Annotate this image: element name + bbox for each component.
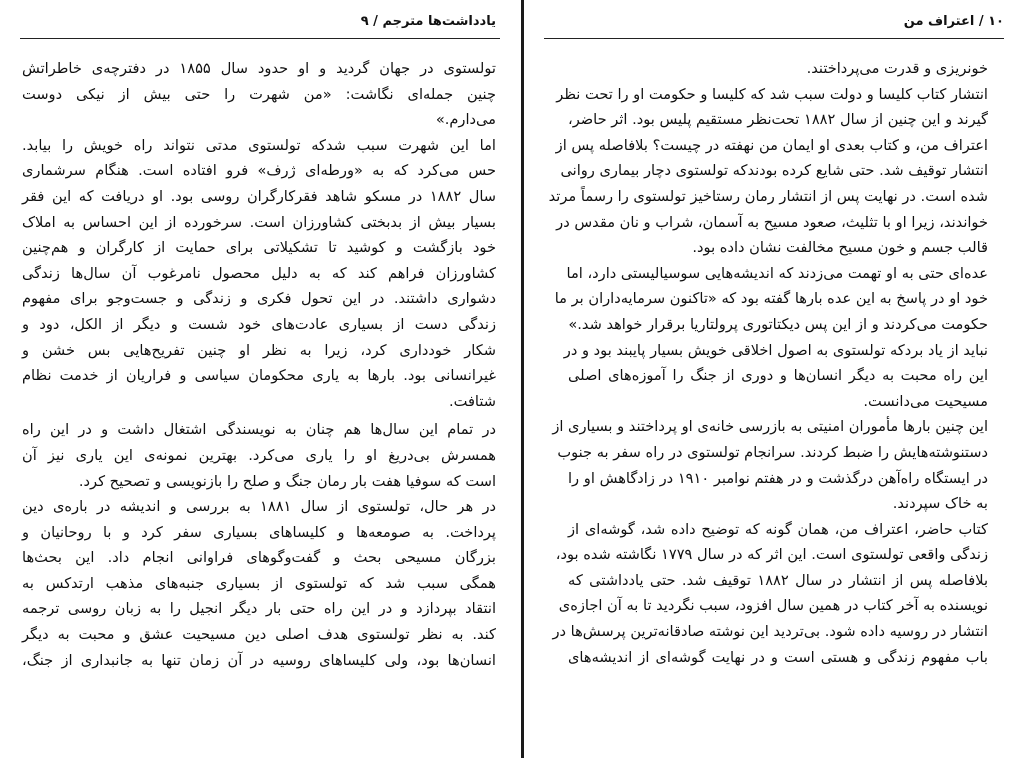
text-line: دشواری داشتند. در این تحول فکری و زندگی و جست‌وجو برای مفهوم [22,290,496,308]
text-line: عده‌ای حتی به او تهمت می‌زدند که اندیشه‌هایی سوسیالیستی دارد، اما [566,264,988,282]
page-number: ۱۰ [988,14,1004,29]
text-line: دستنوشته‌هایش را ضبط کردند. سرانجام تولستوی در راه سفر به جنوب [557,443,988,461]
text-line: حس می‌کرد که به «ورطه‌ای ژرف» فرو افتاده است. هنگام سرشماری [22,162,496,180]
text-line: اما این شهرت سبب شدکه تولستوی مدتی نتواند راه خویش را بیابد. [22,136,496,154]
text-line: سال ۱۸۸۲ در مسکو شاهد فقرکارگران روسی بود. او دریافت که این فقر [22,187,497,205]
text-line: می‌دارم.» [435,111,496,129]
header-separator: / [974,14,984,29]
page-number: ۹ [360,14,369,29]
text-line: کتاب حاضر، اعتراف من، همان گونه که توضیح داده شد، گوشه‌ای از [568,520,988,538]
text-line: انتشار در روسیه داده شود. بی‌تردید این نوشته صادقانه‌ترین پرسش‌ها در [552,623,988,641]
header-rule [20,38,500,39]
text-line: خود او در پاسخ به این عده بارها گفته بود که «تاکنون سرمایه‌داران بر ما [554,290,988,308]
text-line: در هر حال، تولستوی از سال ۱۸۸۱ به بررسی و اندیشه در باره‌ی دین [22,498,496,516]
text-line: خونریزی و قدرت می‌پرداختند. [806,60,988,77]
text-line: زندگی واقعی تولستوی است. این اثر که در سال ۱۷۷۹ نگاشته شده بود، [555,546,988,564]
text-line: این راه محبت به دیگر انسان‌ها و دوری از جنگ را آموزه‌های اصلی [568,367,988,385]
header-rule [544,38,1004,39]
text-line: انتشار کتاب کلیسا و دولت سبب شد که کلیسا و حکومت او را تحت نظر [556,85,988,103]
text-line: انسان‌ها بود، ولی کلیساهای روسیه در آن زمان تنها به جانبداری از جنگ، [22,651,496,669]
text-line: زندگی دست از بسیاری عادت‌های خود شست و دیگر از الکل، دود و [22,315,496,333]
text-line: قالب جسم و خون مسیح مخالفت نشان داده بود. [692,239,988,257]
text-line: خود بازگشت و کوشید تا تشکیلاتی برای حمایت از کارگران و هم‌چنین [22,239,496,257]
text-line: کند. به نظر تولستوی هدف اصلی دین مسیحیت عشق و محبت به دیگر [22,626,496,644]
text-line: حکومت می‌کردند و از این پس دیکتاتوری پرولتاریا برقرار خواهد شد.» [568,315,988,333]
text-line: انتشار توقیف شد. حتی شایع کرده بودندکه تولستوی دچار بیماری روانی [560,162,988,180]
text-line: بزرگان مسیحی بحث و گفت‌وگوهای فراوانی انجام داد. این بحث‌ها [22,549,496,567]
text-line: کشاورزان فراهم کند که به دلیل محصول نامرغوب آن سال‌ها زندگی [22,264,496,282]
text-line: شده است. در نهایت پس از انتشار رمان رستاخیز تولستوی را رسماً مرتد [548,187,988,205]
text-line: انتقاد بپردازد و در این راه حتی بار دیگر انجیل را به زبان روسی ترجمه [22,600,496,618]
text-line: همگی سبب شد که تولستوی از بسیاری جنبه‌های مذهب ارتدکس به [22,574,496,592]
running-header [361,14,496,29]
text-line: خواندند، زیرا او با تثلیث، صعود مسیح به آسمان، شراب و نان مقدس در [556,213,988,231]
text-line: در ایستگاه راه‌آهن درگذشت و در هفتم نوامبر ۱۹۱۰ در زادگاهش او را [568,469,989,487]
body-text [22,56,496,673]
text-line: است که سوفیا هفت بار رمان جنگ و صلح را بازنویسی و تصحیح کرد. [78,472,496,490]
text-line: باب مفهوم زندگی و هستی است و در نهایت گوشه‌ای از اندیشه‌های [568,648,988,666]
text-line: بسیار بیش از بدبختی کشاورزان است. سرخورده از این احساس به املاک [22,213,496,231]
text-line: غیرانسانی بود. بارها به یاری محکومان سیاسی و فراریان از خدمت نظام [22,367,496,385]
text-line: شتافت. [448,392,496,410]
running-header [904,14,1004,29]
text-line: شکار خودداری کرد، زیرا به نظر او چنین تفریح‌هایی بس خشن و [22,341,496,359]
text-line: در تمام این سال‌ها هم چنان به نویسندگی اشتغال داشت و در این راه [22,421,496,439]
text-line: پرداخت. به صومعه‌ها و کلیساهای بسیاری سفر کرد و با روحانیان و [22,523,496,541]
text-line: گیرند و این چنین از سال ۱۸۸۲ تحت‌نظر مستقیم پلیس بود. اثر حاضر، [568,111,988,129]
page-gutter [521,0,524,758]
body-text [548,56,989,670]
text-line: اعتراف من، و کتاب بعدی او ایمان من نهفته در چیست؟ بلافاصله پس از [555,136,988,154]
text-line: تولستوی در جهان گردید و او حدود سال ۱۸۵۵ در دفترچه‌ی خاطراتش [22,60,496,77]
text-line: بلافاصله پس از انتشار در سال ۱۸۸۲ توقیف شد. حتی یادداشتی که [568,571,989,589]
text-line: چنین جمله‌ای نگاشت: «من شهرت را حتی بیش از نیکی دوست [22,85,496,103]
text-line: این چنین بارها مأموران امنیتی به بازرسی خانه‌ی او پرداختند و بسیاری از [552,418,988,436]
text-line: نباید از یاد بردکه تولستوی به اصول اخلاقی خویش بسیار پایبند بود و در [563,341,988,359]
text-line: نویسنده به آخر کتاب در همین سال افزود، سبب نگردید تا به آن اجازه‌ی [558,597,988,615]
header-title: اعتراف من [903,14,975,29]
header-title: یادداشت‌ها مترجم [382,14,496,29]
right-page [528,0,1024,758]
text-line: همسرش بی‌دریغ او را یاری می‌کرد. بهترین نمونه‌ی این یاری نیز آن [22,446,496,464]
text-line: مسیحیت می‌دانست. [863,392,988,410]
header-separator: / [368,14,378,29]
text-line: به خاک سپردند. [892,495,988,513]
